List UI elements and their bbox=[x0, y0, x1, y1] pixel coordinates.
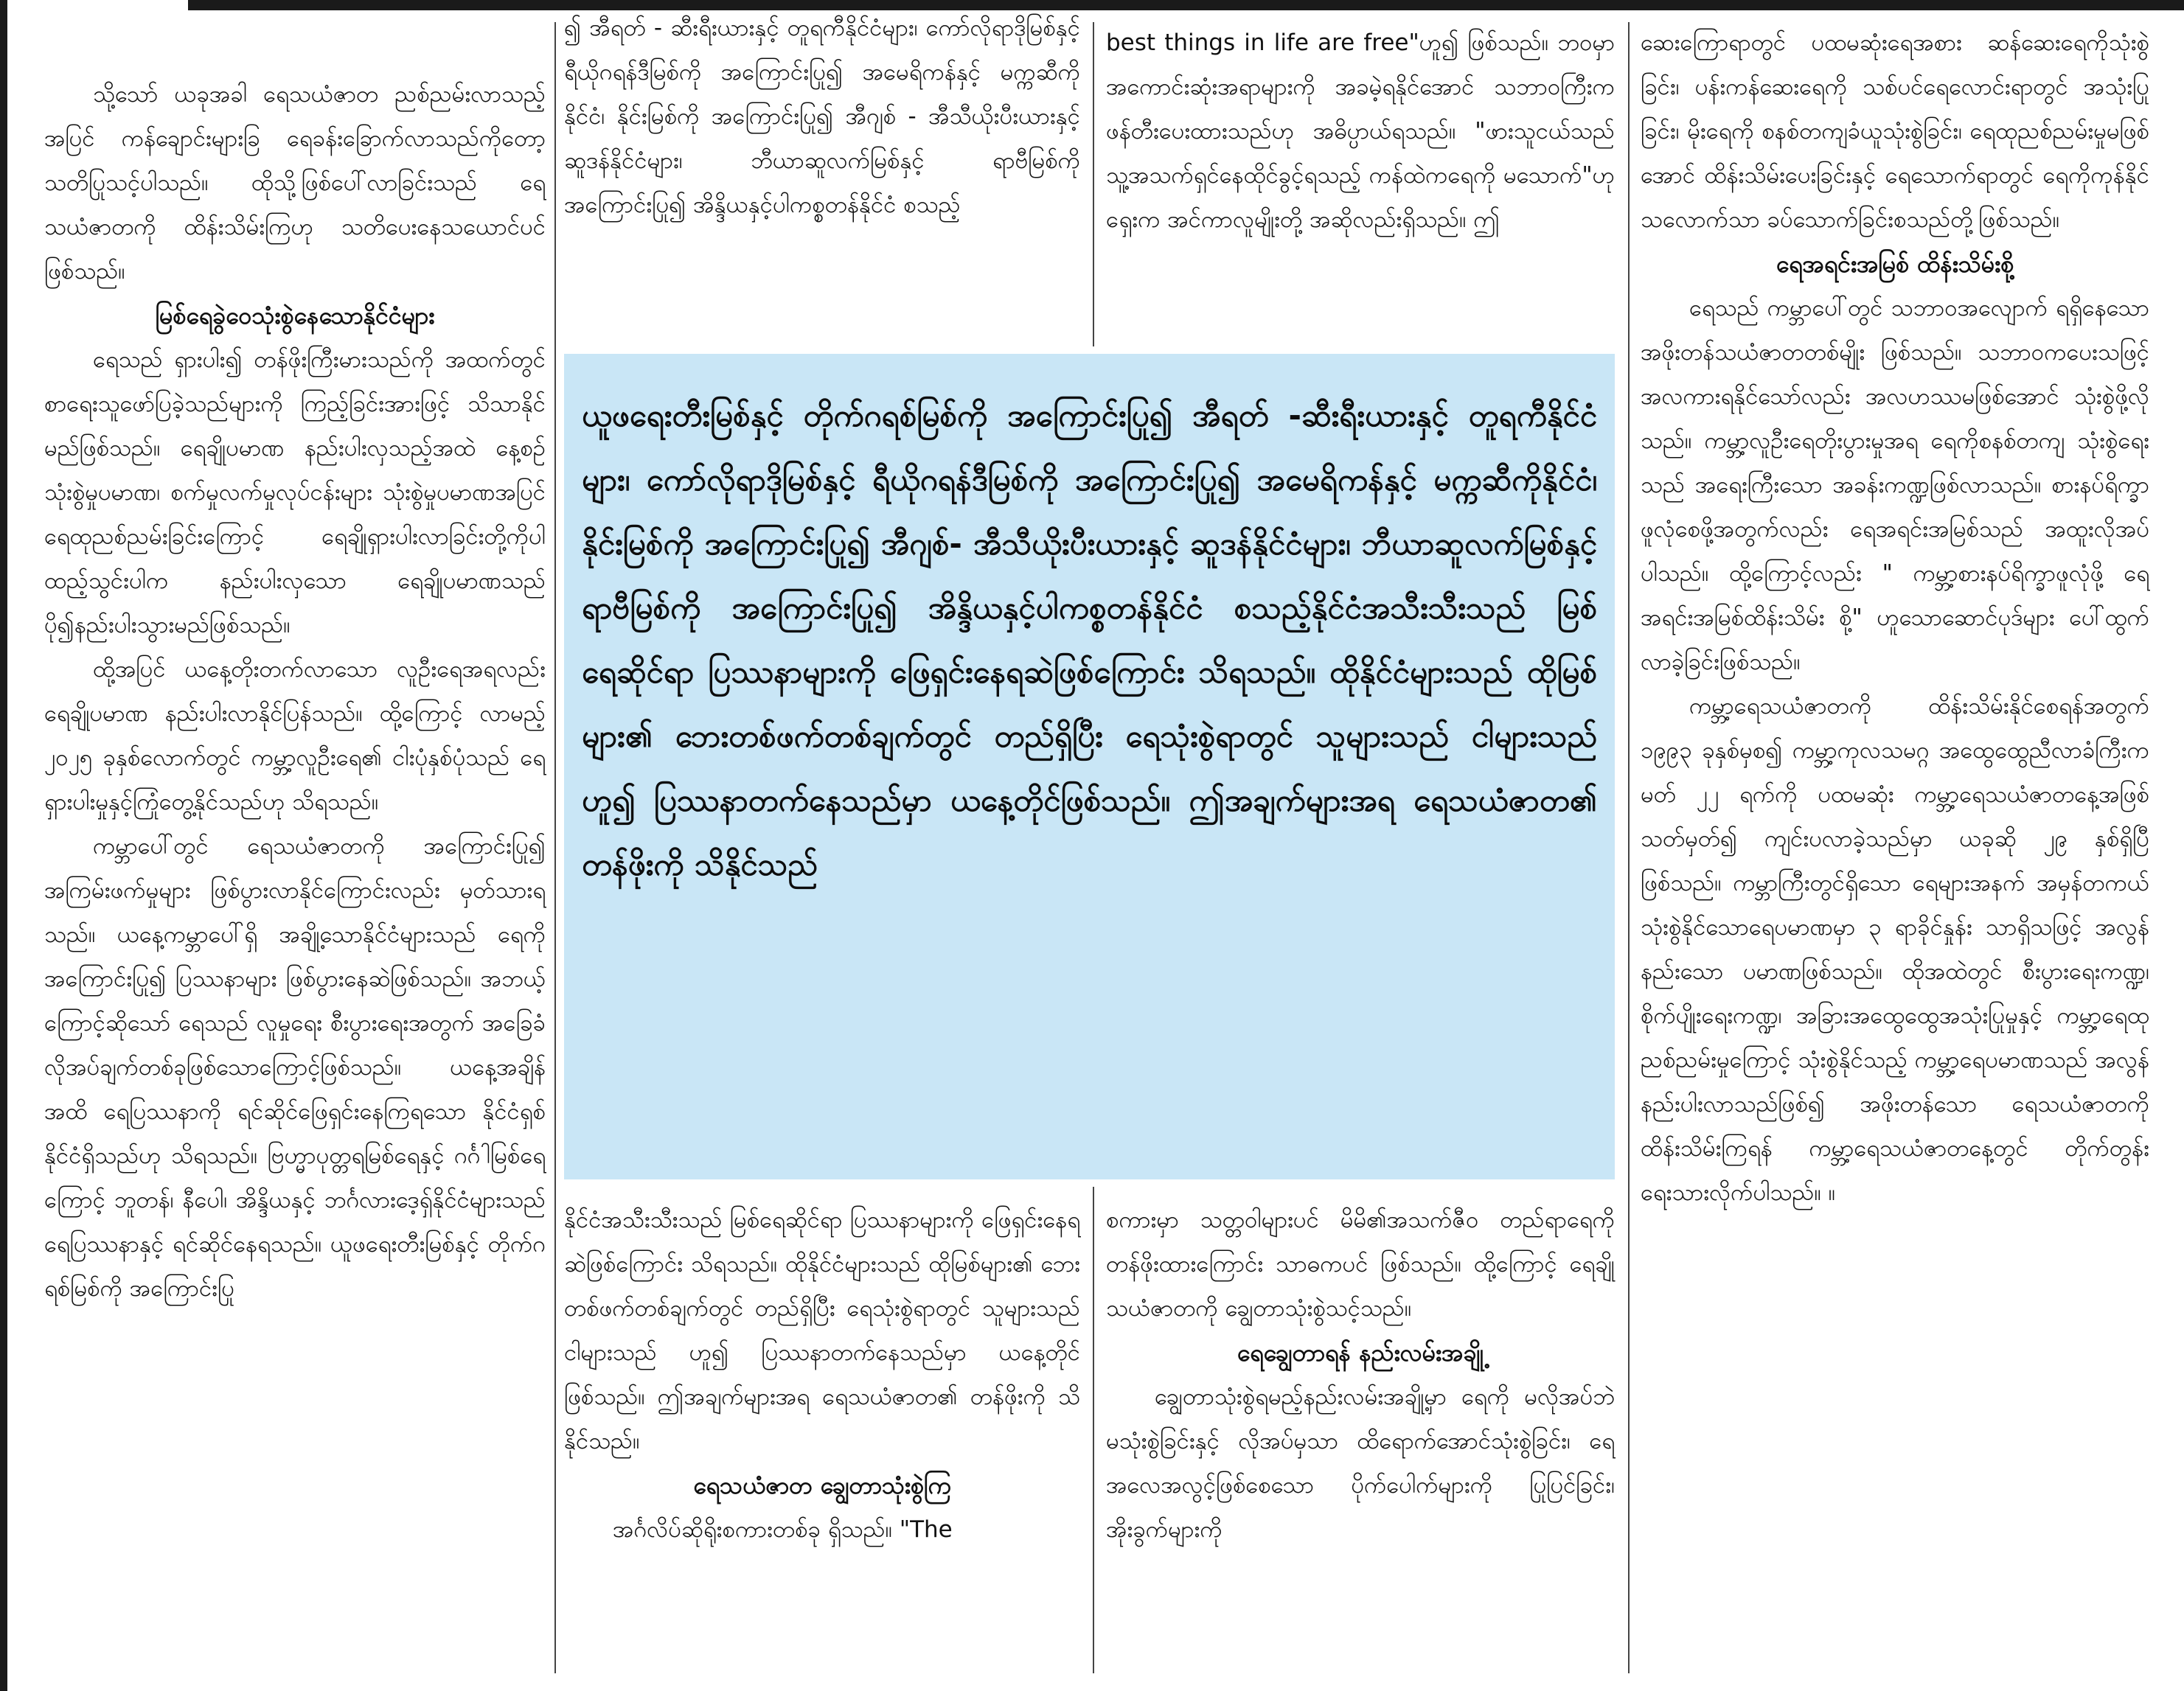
column-divider bbox=[1093, 1187, 1094, 1673]
article-column-4 bbox=[1641, 21, 2149, 1215]
paragraph: ကမ္ဘာပေါ်တွင် ရေသယံဇာတကို အကြောင်းပြု၍ အကြမ်းဖက်မှုများ ဖြစ်ပွားလာနိုင်ကြောင်းလည်း မှတ်သားရသည်။ ယနေ့ကမ္ဘာပေါ်ရှိ အချို့သောနိုင်ငံများသည် ရေကိုအကြောင်းပြု၍ ပြဿနာများ ဖြစ်ပွားနေဆဲဖြစ်သည်။ အဘယ့်ကြောင့်ဆိုသော် ရေသည် လူမှုရေး စီးပွားရေးအတွက် အခြေခံလိုအပ်ချက်တစ်ခုဖြစ်သောကြောင့်ဖြစ်သည်။ ယနေ့အချိန်အထိ ရေပြဿနာကို ရင်ဆိုင်ဖြေရှင်းနေကြရသော နိုင်ငံရှစ်နိုင်ငံရှိသည်ဟု သိရသည်။ ဗြဟ္မာပုတ္တရမြစ်ရေနှင့် ဂင်္ဂါမြစ်ရေကြောင့် ဘူတန်၊ နီပေါ၊ အိန္ဒိယနှင့် ဘင်္ဂလားဒေ့ရှ်နိုင်ငံများသည် ရေပြဿနာနှင့် ရင်ဆိုင်နေရသည်။ ယူဖရေးတီးမြစ်နှင့် တိုက်ဂရစ်မြစ်ကို အကြောင်းပြု bbox=[44, 833, 546, 1302]
pull-quote-box bbox=[564, 354, 1615, 1179]
section-heading: ရေချွေတာရန် နည်းလမ်းအချို့ bbox=[1237, 1339, 1484, 1367]
paragraph: သို့သော် ယခုအခါ ရေသယံဇာတ ညစ်ညမ်းလာသည့်အပြင် ကန်ချောင်းများခြ ရေခန်းခြောက်လာသည်ကိုတော့ သတိပြုသင့်ပါသည်။ ထိုသို့ဖြစ်ပေါ်လာခြင်းသည် ရေသယံဇာတကို ထိန်းသိမ်းကြဟု သတိပေးနေသယောင်ပင် ဖြစ်သည်။ bbox=[44, 81, 546, 285]
section-heading: ရေအရင်းအမြစ် ထိန်းသိမ်းစို့ bbox=[1776, 250, 2014, 278]
paragraph: စကားမှာ သတ္တဝါများပင် မိမိ၏အသက်ဇီဝ တည်ရာရေကို တန်ဖိုးထားကြောင်း သာဓကပင် ဖြစ်သည်။ ထို့ကြောင့် ရေချိုသယံဇာတကို ချွေတာသုံးစွဲသင့်သည်။ bbox=[1106, 1207, 1615, 1322]
left-border-rule bbox=[0, 0, 7, 1691]
paragraph: နိုင်ငံအသီးသီးသည် မြစ်ရေဆိုင်ရာ ပြဿနာများကို ဖြေရှင်းနေရဆဲဖြစ်ကြောင်း သိရသည်။ ထိုနိုင်ငံများသည် ထိုမြစ်များ၏ ဘေးတစ်ဖက်တစ်ချက်တွင် တည်ရှိပြီး ရေသုံးစွဲရာတွင် သူများသည် ငါများသည် ဟူ၍ ပြဿနာတက်နေသည်မှာ ယနေ့တိုင်ဖြစ်သည်။ ဤအချက်များအရ ရေသယံဇာတ၏ တန်ဖိုးကို သိနိုင်သည်။ bbox=[564, 1207, 1080, 1454]
column-divider bbox=[554, 22, 556, 1673]
paragraph: ဆေးကြောရာတွင် ပထမဆုံးရေအစား ဆန်ဆေးရေကိုသုံးစွဲခြင်း၊ ပန်းကန်ဆေးရေကို သစ်ပင်ရေလောင်းရာတွင် အသုံးပြုခြင်း၊ မိုးရေကို စနစ်တကျခံယူသုံးစွဲခြင်း၊ ရေထုညစ်ညမ်းမှုမဖြစ်အောင် ထိန်းသိမ်းပေးခြင်းနှင့် ရေသောက်ရာတွင် ရေကိုကုန်နိုင်သလောက်သာ ခပ်သောက်ခြင်းစသည်တို့ဖြစ်သည်။ bbox=[1641, 29, 2149, 233]
column-divider bbox=[1093, 22, 1094, 346]
paragraph: အင်္ဂလိပ်ဆိုရိုးစကားတစ်ခု ရှိသည်။ "The bbox=[613, 1516, 953, 1543]
top-border-rule bbox=[188, 0, 2184, 10]
section-heading: ရေသယံဇာတ ချွေတာသုံးစွဲကြ bbox=[693, 1471, 951, 1499]
paragraph: best things in life are free"ဟူ၍ ဖြစ်သည်။ ဘဝမှာ အကောင်းဆုံးအရာများကို အခမဲ့ရနိုင်အောင် သဘာဝကြီးက ဖန်တီးပေးထားသည်ဟု အဓိပ္ပာယ်ရသည်။ "ဖားသူငယ်သည် သူ့အသက်ရှင်နေထိုင်ခွင့်ရသည့် ကန်ထဲကရေကို မသောက်"ဟု ရှေးက အင်ကာလူမျိုးတို့ အဆိုလည်းရှိသည်။ ဤ bbox=[1106, 29, 1615, 233]
paragraph: ရေသည် ကမ္ဘာပေါ်တွင် သဘာဝအလျောက် ရရှိနေသော အဖိုးတန်သယံဇာတတစ်မျိုး ဖြစ်သည်။ သဘာဝကပေးသဖြင့် အလကားရနိုင်သော်လည်း အလဟဿမဖြစ်အောင် သုံးစွဲဖို့လိုသည်။ ကမ္ဘာ့လူဦးရေတိုးပွားမှုအရ ရေကိုစနစ်တကျ သုံးစွဲရေးသည် အရေးကြီးသော အခန်းကဏ္ဍဖြစ်လာသည်။ စားနပ်ရိက္ခာဖူလုံစေဖို့အတွက်လည်း ရေအရင်းအမြစ်သည် အထူးလိုအပ်ပါသည်။ ထို့ကြောင့်လည်း " ကမ္ဘာ့စားနပ်ရိက္ခာဖူလုံဖို့ ရေအရင်းအမြစ်ထိန်းသိမ်း စို့" ဟူသောဆောင်ပုဒ်များ ပေါ်ထွက်လာခဲ့ခြင်းဖြစ်သည်။ bbox=[1641, 295, 2149, 675]
article-column-3-top bbox=[1106, 21, 1615, 242]
column-divider bbox=[1628, 22, 1630, 1673]
article-column-2-top bbox=[564, 6, 1080, 227]
article-column-2-bottom bbox=[564, 1198, 1080, 1552]
article-column-1 bbox=[44, 72, 546, 1311]
paragraph: ထို့အပြင် ယနေ့တိုးတက်လာသော လူဦးရေအရလည်း ရေချိုပမာဏ နည်းပါးလာနိုင်ပြန်သည်။ ထို့ကြောင့် လာမည့် ၂၀၂၅ ခုနှစ်လောက်တွင် ကမ္ဘာ့လူဦးရေ၏ ငါးပုံနှစ်ပုံသည် ရေရှားပါးမှုနှင့်ကြုံတွေ့နိုင်သည်ဟု သိရသည်။ bbox=[44, 656, 546, 815]
section-heading: မြစ်ရေခွဲဝေသုံးစွဲနေသောနိုင်ငံများ bbox=[155, 301, 435, 330]
paragraph: ရေသည် ရှားပါး၍ တန်ဖိုးကြီးမားသည်ကို အထက်တွင် စာရေးသူဖော်ပြခဲ့သည်များကို ကြည့်ခြင်းအားဖြင့် သိသာနိုင်မည်ဖြစ်သည်။ ရေချိုပမာဏ နည်းပါးလှသည့်အထဲ နေ့စဉ်သုံးစွဲမှုပမာဏ၊ စက်မှုလက်မှုလုပ်ငန်းများ သုံးစွဲမှုပမာဏအပြင် ရေထုညစ်ညမ်းခြင်းကြောင့် ရေချိုရှားပါးလာခြင်းတို့ကိုပါ ထည့်သွင်းပါက နည်းပါးလှသော ရေချိုပမာဏသည် ပို၍နည်းပါးသွားမည်ဖြစ်သည်။ bbox=[44, 346, 546, 638]
paragraph: ချွေတာသုံးစွဲရမည့်နည်းလမ်းအချို့မှာ ရေကို မလိုအပ်ဘဲ မသုံးစွဲခြင်းနှင့် လိုအပ်မှသာ ထိရောက်အောင်သုံးစွဲခြင်း၊ ရေအလေအလွင့်ဖြစ်စေသော ပိုက်ပေါက်များကို ပြုပြင်ခြင်း၊ အိုးခွက်များကို bbox=[1106, 1384, 1615, 1543]
pull-quote-text: ယူဖရေးတီးမြစ်နှင့် တိုက်ဂရစ်မြစ်ကို အကြောင်းပြု၍ အီရတ် -ဆီးရီးယားနှင့် တူရကီနိုင်ငံများ၊ ကော်လိုရာဒိုမြစ်နှင့် ရီယိုဂရန်ဒီမြစ်ကို အကြောင်းပြု၍ အမေရိကန်နှင့် မက္ကဆီကိုနိုင်ငံ၊ နိုင်းမြစ်ကို အကြောင်းပြု၍ အီဂျစ်- အီသီယိုးပီးယားနှင့် ဆူဒန်နိုင်ငံများ၊ ဘီယာဆူလက်မြစ်နှင့် ရာဗီမြစ်ကို အကြောင်းပြု၍ အိန္ဒိယနှင့်ပါကစ္စတန်နိုင်ငံ စသည့်နိုင်ငံအသီးသီးသည် မြစ်ရေဆိုင်ရာ ပြဿနာများကို ဖြေရှင်းနေရဆဲဖြစ်ကြောင်း သိရသည်။ ထိုနိုင်ငံများသည် ထိုမြစ်များ၏ ဘေးတစ်ဖက်တစ်ချက်တွင် တည်ရှိပြီး ရေသုံးစွဲရာတွင် သူများသည် ငါများသည် ဟူ၍ ပြဿနာတက်နေသည်မှာ ယနေ့တိုင်ဖြစ်သည်။ ဤအချက်များအရ ရေသယံဇာတ၏ တန်ဖိုးကို သိနိုင်သည် bbox=[582, 397, 1597, 882]
paragraph: ကမ္ဘာ့ရေသယံဇာတကို ထိန်းသိမ်းနိုင်စေရန်အတွက် ၁၉၉၃ ခုနှစ်မှစ၍ ကမ္ဘာ့ကုလသမဂ္ဂ အထွေထွေညီလာခံကြီးက မတ် ၂၂ ရက်ကို ပထမဆုံး ကမ္ဘာ့ရေသယံဇာတနေ့အဖြစ် သတ်မှတ်၍ ကျင်းပလာခဲ့သည်မှာ ယခုဆို ၂၉ နှစ်ရှိပြီ ဖြစ်သည်။ ကမ္ဘာကြီးတွင်ရှိသော ရေများအနက် အမှန်တကယ်သုံးစွဲနိုင်သောရေပမာဏမှာ ၃ ရာခိုင်နှုန်း သာရှိသဖြင့် အလွန်နည်းသော ပမာဏဖြစ်သည်။ ထိုအထဲတွင် စီးပွားရေးကဏ္ဍ၊ စိုက်ပျိုးရေးကဏ္ဍ၊ အခြားအထွေထွေအသုံးပြုမှုနှင့် ကမ္ဘာ့ရေထုညစ်ညမ်းမှုကြောင့် သုံးစွဲနိုင်သည့် ကမ္ဘာ့ရေပမာဏသည် အလွန်နည်းပါးလာသည်ဖြစ်၍ အဖိုးတန်သော ရေသယံဇာတကို ထိန်းသိမ်းကြရန် ကမ္ဘာ့ရေသယံဇာတနေ့တွင် တိုက်တွန်းရေးသားလိုက်ပါသည်။ ။ bbox=[1641, 693, 2149, 1206]
paragraph: ၍ အီရတ် - ဆီးရီးယားနှင့် တူရကီနိုင်ငံများ၊ ကော်လိုရာဒိုမြစ်နှင့် ရီယိုဂရန်ဒီမြစ်ကို အကြောင်းပြု၍ အမေရိကန်နှင့် မက္ကဆီကိုနိုင်ငံ၊ နိုင်းမြစ်ကို အကြောင်းပြု၍ အီဂျစ် - အီသီယိုးပီးယားနှင့် ဆူဒန်နိုင်ငံများ၊ ဘီယာဆူလက်မြစ်နှင့် ရာဗီမြစ်ကို အကြောင်းပြု၍ အိန္ဒိယနှင့်ပါကစ္စတန်နိုင်ငံ စသည့် bbox=[564, 15, 1080, 218]
article-column-3-bottom bbox=[1106, 1198, 1615, 1552]
